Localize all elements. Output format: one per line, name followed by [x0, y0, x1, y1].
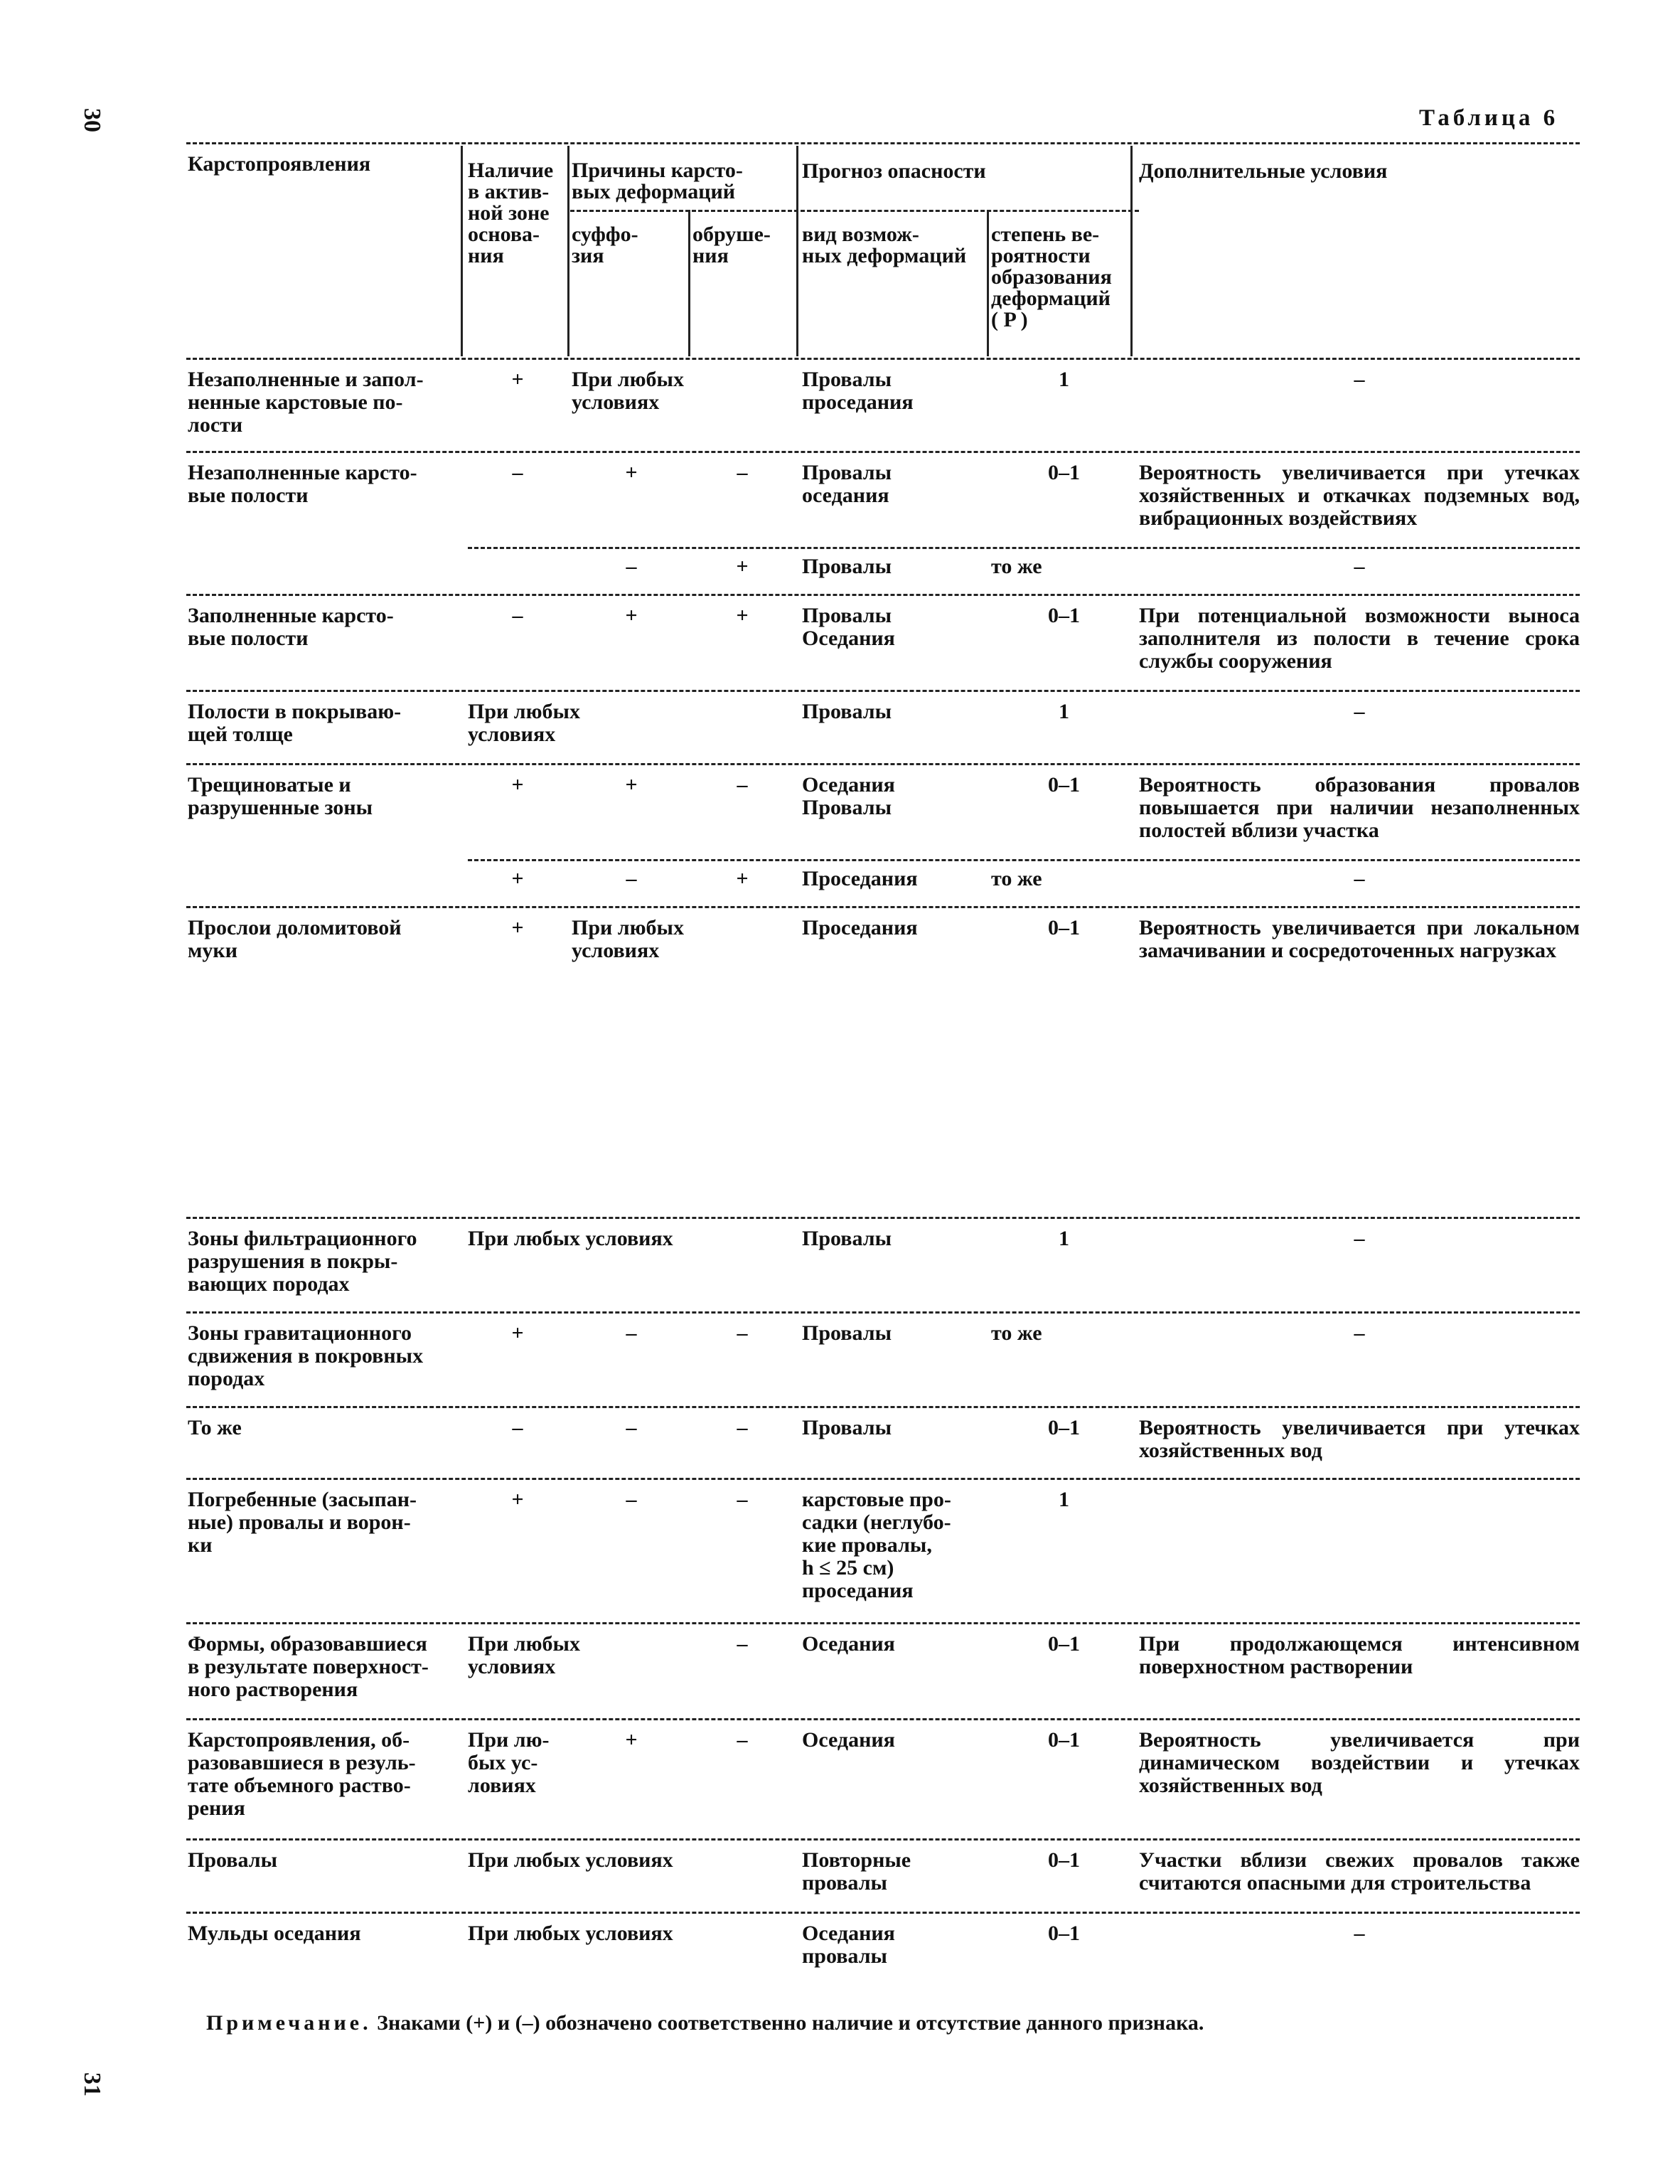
- cell-karst: Карстопроявления, об- разовавшиеся в резуль- тате объемного раство- рения: [188, 1728, 416, 1820]
- cell-suffosion: –: [626, 1416, 637, 1439]
- cell-suffosion: –: [626, 1488, 637, 1511]
- table-row: [186, 358, 1580, 451]
- subrow-divider: [468, 547, 1580, 549]
- header-causes: Причины карсто- вых деформаций: [572, 159, 743, 203]
- table-row: [186, 1838, 1580, 1912]
- table-row: [186, 906, 1580, 1217]
- table-row: [186, 1718, 1580, 1838]
- cell-karst: Зоны фильтрационного разрушения в покры- вающих породах: [188, 1227, 417, 1296]
- table-row: [186, 1311, 1580, 1406]
- cell-all-causes: При любых условиях: [468, 1227, 673, 1250]
- header-forecast-divider: [801, 210, 1139, 212]
- cell-karst: Формы, образовавшиеся в результате поверхност- ного растворения: [188, 1632, 429, 1701]
- cell-presence: +: [511, 773, 524, 797]
- cell-conditions: –: [1354, 555, 1365, 578]
- cell-karst: Незаполненные и запол- ненные карстовые по- лости: [188, 368, 424, 437]
- cell-degree: 0–1: [1048, 604, 1080, 627]
- cell-karst: Трещиноватые и разрушенные зоны: [188, 773, 373, 819]
- cell-degree: то же: [991, 1321, 1042, 1345]
- cell-degree: 1: [1059, 368, 1069, 391]
- table-header: [186, 142, 1580, 358]
- cell-degree: 0–1: [1048, 916, 1080, 939]
- cell-degree: 0–1: [1048, 1728, 1080, 1752]
- table-caption: Таблица 6: [1419, 105, 1559, 131]
- cell-type: Провалы Оседания: [802, 604, 895, 650]
- cell-degree: 0–1: [1048, 1416, 1080, 1439]
- header-degree: степень ве- роятности образования деформаций ( P ): [991, 223, 1112, 331]
- cell-presence: При лю- бых ус- ловиях: [468, 1728, 550, 1797]
- cell-all-causes: При любых условиях: [468, 700, 580, 746]
- table-row: [186, 859, 1580, 906]
- cell-karst: Полости в покрываю- щей толще: [188, 700, 402, 746]
- cell-presence: +: [511, 1321, 524, 1345]
- cell-type: Проседания: [802, 867, 918, 890]
- cell-presence: +: [511, 867, 524, 890]
- cell-karst: Заполненные карсто- вые полости: [188, 604, 394, 650]
- cell-type: Провалы: [802, 1227, 892, 1250]
- cell-type: Провалы оседания: [802, 461, 892, 507]
- cell-type: Провалы проседания: [802, 368, 914, 414]
- header-presence: Наличие в актив- ной зоне основа- ния: [468, 159, 554, 267]
- header-vline-3: [688, 210, 690, 356]
- cell-conditions: –: [1354, 368, 1365, 391]
- header-vline-2: [567, 146, 569, 356]
- header-suffosion: суффо- зия: [572, 223, 638, 267]
- cell-degree: 0–1: [1048, 773, 1080, 797]
- cell-suffosion: –: [626, 867, 637, 890]
- table-row: [186, 594, 1580, 690]
- cell-type: Повторные провалы: [802, 1848, 911, 1895]
- cell-presence: –: [512, 604, 523, 627]
- cell-type: карстовые про- садки (неглубо- кие провалы, h ≤ 25 см) проседания: [802, 1488, 951, 1602]
- header-vline-1: [461, 146, 463, 356]
- cell-karst: Провалы: [188, 1848, 277, 1872]
- cell-conditions: Вероятность увеличивается при динамическом воздействии и утечках хозяйственных вод: [1139, 1728, 1580, 1797]
- cell-degree: 1: [1059, 1488, 1069, 1511]
- header-karst: Карстопроявления: [188, 152, 371, 176]
- cell-conditions: –: [1354, 867, 1365, 890]
- cell-collapse: –: [737, 773, 748, 797]
- cell-collapse: +: [736, 867, 749, 890]
- cell-degree: 0–1: [1048, 461, 1080, 484]
- table-row: [186, 690, 1580, 763]
- cell-degree: 0–1: [1048, 1922, 1080, 1945]
- cell-karst: То же: [188, 1416, 242, 1439]
- cell-type: Провалы: [802, 555, 892, 578]
- cell-degree: 0–1: [1048, 1848, 1080, 1872]
- cell-type: Провалы: [802, 1416, 892, 1439]
- cell-suffosion: +: [625, 461, 638, 484]
- note-lead: Примечание.: [206, 2011, 372, 2035]
- table-note: [206, 2011, 1204, 2035]
- cell-karst: Мульды оседания: [188, 1922, 361, 1945]
- cell-degree: 1: [1059, 700, 1069, 723]
- cell-collapse: –: [737, 1321, 748, 1345]
- cell-conditions: –: [1354, 700, 1365, 723]
- cell-type: Провалы: [802, 700, 892, 723]
- cell-causes: При любых условиях: [572, 916, 684, 962]
- header-forecast: Прогноз опасности: [802, 159, 986, 183]
- cell-karst: Незаполненные карсто- вые полости: [188, 461, 417, 507]
- cell-presence: +: [511, 916, 524, 939]
- cell-presence: +: [511, 368, 524, 391]
- header-collapse: обруше- ния: [692, 223, 771, 267]
- page-number-top: 30: [79, 108, 105, 132]
- cell-karst: Зоны гравитационного сдвижения в покровных породах: [188, 1321, 424, 1390]
- cell-collapse: –: [737, 461, 748, 484]
- note-text: Знаками (+) и (–) обозначено соответственно наличие и отсутствие данного признака.: [371, 2011, 1204, 2035]
- page-number-bottom: 31: [79, 2072, 105, 2097]
- cell-degree: то же: [991, 867, 1042, 890]
- cell-conditions: При продолжающемся интенсивном поверхностном растворении: [1139, 1632, 1580, 1678]
- cell-all-causes: При любых условиях: [468, 1848, 673, 1872]
- cell-collapse: –: [737, 1416, 748, 1439]
- cell-type: Оседания провалы: [802, 1922, 895, 1968]
- header-type: вид возмож- ных деформаций: [802, 223, 967, 267]
- cell-presence: При любых условиях: [468, 1632, 580, 1678]
- table-row: [186, 547, 1580, 594]
- cell-collapse: +: [736, 555, 749, 578]
- cell-collapse: –: [737, 1488, 748, 1511]
- cell-conditions: Участки вблизи свежих провалов также считаются опасными для строительства: [1139, 1848, 1580, 1895]
- header-causes-divider: [570, 210, 805, 212]
- table-row: [186, 1478, 1580, 1622]
- cell-conditions: –: [1354, 1922, 1365, 1945]
- cell-collapse: –: [737, 1728, 748, 1752]
- cell-karst: Погребенные (засыпан- ные) провалы и ворон- ки: [188, 1488, 417, 1557]
- table-row: [186, 1912, 1580, 1985]
- cell-degree: 0–1: [1048, 1632, 1080, 1656]
- cell-karst: Прослои доломитовой муки: [188, 916, 402, 962]
- cell-degree: то же: [991, 555, 1042, 578]
- table-row: [186, 1217, 1580, 1311]
- cell-presence: –: [512, 461, 523, 484]
- cell-presence: –: [512, 1416, 523, 1439]
- cell-all-causes: При любых условиях: [468, 1922, 673, 1945]
- cell-suffosion: +: [625, 773, 638, 797]
- cell-type: Проседания: [802, 916, 918, 939]
- cell-type: Оседания Провалы: [802, 773, 895, 819]
- cell-conditions: –: [1354, 1321, 1365, 1345]
- table-row: [186, 1622, 1580, 1718]
- karst-table: [186, 142, 1580, 1985]
- cell-type: Оседания: [802, 1728, 895, 1752]
- cell-collapse: –: [737, 1632, 748, 1656]
- table-row: [186, 451, 1580, 547]
- cell-conditions: При потенциальной возможности выноса заполнителя из полости в течение срока службы сооружения: [1139, 604, 1580, 673]
- cell-type: Оседания: [802, 1632, 895, 1656]
- cell-causes: При любых условиях: [572, 368, 684, 414]
- cell-suffosion: –: [626, 555, 637, 578]
- header-conditions: Дополнительные условия: [1139, 159, 1388, 183]
- header-vline-6: [1130, 146, 1133, 356]
- cell-degree: 1: [1059, 1227, 1069, 1250]
- header-vline-5: [987, 210, 989, 356]
- cell-conditions: Вероятность увеличивается при локальном замачивании и сосредоточенных нагрузках: [1139, 916, 1580, 962]
- cell-conditions: Вероятность увеличивается при утечках хозяйственных и откачках подземных вод, вибрационных воздействиях: [1139, 461, 1580, 530]
- table-row: [186, 1406, 1580, 1478]
- subrow-divider: [468, 859, 1580, 861]
- cell-suffosion: +: [625, 604, 638, 627]
- cell-conditions: –: [1354, 1227, 1365, 1250]
- table-row: [186, 763, 1580, 859]
- cell-conditions: Вероятность образования провалов повышается при наличии незаполненных полостей вблизи участка: [1139, 773, 1580, 842]
- cell-suffosion: –: [626, 1321, 637, 1345]
- cell-conditions: Вероятность увеличивается при утечках хозяйственных вод: [1139, 1416, 1580, 1462]
- cell-suffosion: +: [625, 1728, 638, 1752]
- cell-presence: +: [511, 1488, 524, 1511]
- cell-collapse: +: [736, 604, 749, 627]
- header-vline-4: [796, 146, 798, 356]
- cell-type: Провалы: [802, 1321, 892, 1345]
